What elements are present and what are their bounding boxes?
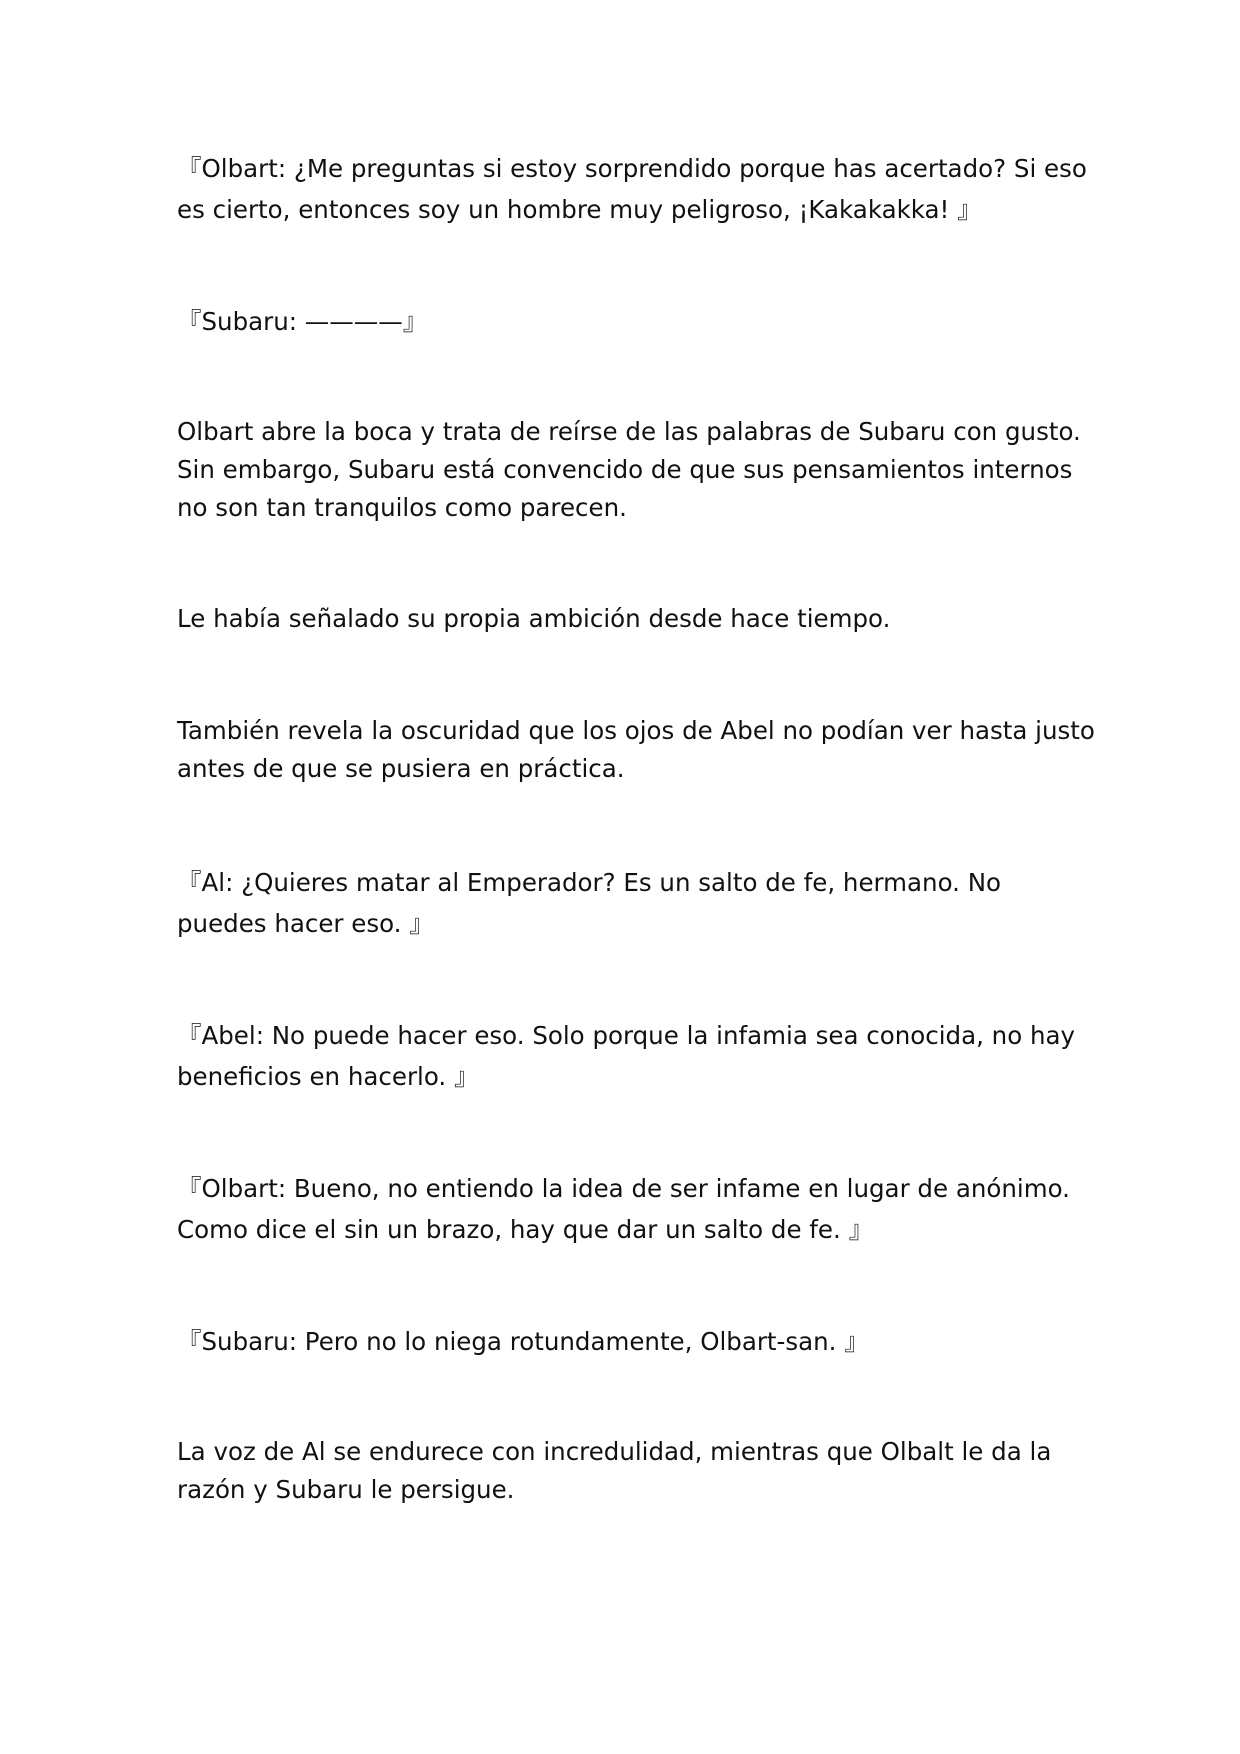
text-line: 『Olbart: Bueno, no entiendo la idea de ser infame en lugar de anónimo. [177,1174,1070,1203]
text-line: 『Olbart: ¿Me preguntas si estoy sorprendido porque has acertado? Si eso [177,154,1087,183]
paragraph-al-dialogue-1 [177,862,1077,944]
text-line: beneficios en hacerlo. 』 [177,1062,479,1091]
paragraph-subaru-dialogue-2 [177,1321,1077,1362]
text-line: Sin embargo, Subaru está convencido de que sus pensamientos internos [177,455,1073,484]
text-line: razón y Subaru le persigue. [177,1475,515,1504]
paragraph-narration-3 [177,712,1095,788]
paragraph-subaru-dialogue-1 [177,301,1077,342]
paragraph-narration-2 [177,600,1077,638]
paragraph-narration-4 [177,1433,1077,1509]
text-line: 『Abel: No puede hacer eso. Solo porque la infamia sea conocida, no hay [177,1021,1076,1050]
text-line: Como dice el sin un brazo, hay que dar un salto de fe. 』 [177,1215,874,1244]
paragraph-abel-dialogue-1 [177,1015,1077,1097]
paragraph-narration-1 [177,413,1081,527]
text-line: Olbart abre la boca y trata de reírse de las palabras de Subaru con gusto. [177,417,1081,446]
paragraph-olbart-dialogue-2 [177,1168,1077,1250]
text-line: 『Subaru: Pero no lo niega rotundamente, Olbart-san. 』 [177,1327,869,1356]
text-line: La voz de Al se endurece con incredulidad, mientras que Olbalt le da la [177,1437,1052,1466]
paragraph-olbart-dialogue-1 [177,148,1087,230]
text-line: Le había señalado su propia ambición desde hace tiempo. [177,604,891,633]
text-line: no son tan tranquilos como parecen. [177,493,627,522]
text-line: es cierto, entonces soy un hombre muy peligroso, ¡Kakakakka! 』 [177,195,982,224]
text-line: puedes hacer eso. 』 [177,909,434,938]
text-line: 『Al: ¿Quieres matar al Emperador? Es un salto de fe, hermano. No [177,868,1002,897]
text-line: 『Subaru: ————』 [177,307,428,336]
text-line: antes de que se pusiera en práctica. [177,754,625,783]
text-line: También revela la oscuridad que los ojos de Abel no podían ver hasta justo [177,716,1095,745]
